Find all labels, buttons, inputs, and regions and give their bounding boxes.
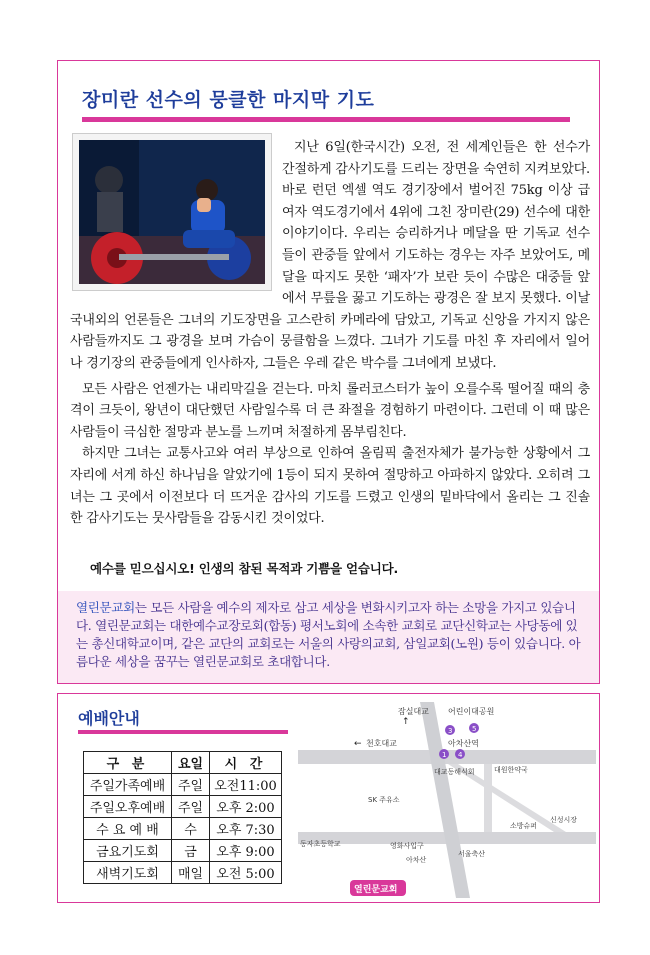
service-day: 매일 [172,862,210,884]
header-category: 구 분 [84,752,172,774]
table-row [84,818,282,840]
worship-title: 예배안내 [78,709,140,728]
service-name: 주일가족예배 [84,774,172,796]
label-sobang: 소방슈퍼 [510,822,538,830]
service-day: 금 [172,840,210,862]
marker-number: 5 [472,725,477,733]
label-sinseong: 신성시장 [550,816,578,824]
service-time: 오전11:00 [210,774,282,796]
header-time: 시 간 [210,752,282,774]
article-paragraph: 지난 6일(한국시간) 오전, 전 세계인들은 한 선수가 간절하게 감사기도를 드리는 장면을 숙연히 지켜보았다. 바로 런던 엑셀 역도 경기장에서 벌어진 75kg 이상 급 여자 역도경기에서 4위에 그친 장미란(29) 선수에 대한 이야기이다. 우리는 승리하거나 메달을 딴 기독교 선수들이 관중들 앞에서 기도하는 경우는 자주 보았어도, 메달을 따지도 못한 ‘패자’가 보란 듯이 수많은 대중들 앞에서 무릎을 꿇고 기도하는 광경은 잘 보지 못했다. 이날 국내외의 언론들은 그녀의 기도장면을 고스란히 카메라에 담았고, 기독교 신앙을 가지지 않은 사람들까지도 그 광경을 보며 가슴이 뭉클함을 느꼈다. 그녀가 기도를 마친 후 자리에서 일어나 경기장의 관중들에게 인사하자, 그들은 우레 같은 박수를 그녀에게 보냈다. [70,140,590,371]
marker-number: 1 [442,751,447,759]
table-row [84,862,282,884]
header-day: 요일 [172,752,210,774]
arrow-left-icon: ← [354,739,362,749]
label-sk: SK 주유소 [368,796,400,804]
label-church: 열린문교회 [354,885,398,895]
athlete-photo [79,140,265,284]
service-name: 금요기도회 [84,840,172,862]
service-time: 오후 7:30 [210,818,282,840]
label-seoulchuksan: 서울축산 [458,850,486,858]
service-name: 주일오후예배 [84,796,172,818]
service-day: 주일 [172,774,210,796]
marker-number: 3 [448,727,453,735]
service-name: 수 요 예 배 [84,818,172,840]
article-title: 장미란 선수의 뭉클한 마지막 기도 [82,89,375,111]
road-side [484,764,492,832]
marker-number: 4 [458,751,463,759]
athlete-photo-frame [72,133,272,291]
service-time: 오후 2:00 [210,796,282,818]
worship-schedule-table [83,751,282,884]
arrow-up-icon: ↑ [402,717,410,727]
service-day: 수 [172,818,210,840]
article-panel [57,60,600,684]
label-yeongwha: 영화사입구 [390,842,424,850]
service-day: 주일 [172,796,210,818]
road-main [420,702,470,898]
label-cheonho: 천호대교 [366,739,397,748]
service-name: 새벽기도회 [84,862,172,884]
church-intro-box [58,591,599,683]
worship-panel [57,693,600,903]
title-underline [82,117,570,122]
label-achasan-station: 아차산역 [448,739,479,748]
table-row [84,774,282,796]
label-daegyo: 대교동해식회 [434,768,475,776]
table-header-row [84,752,282,774]
service-time: 오후 9:00 [210,840,282,862]
table-row [84,840,282,862]
label-dongja: 동자초등학교 [300,840,341,848]
slogan: 예수를 믿으십시오! 인생의 참된 목적과 기쁨을 얻습니다. [90,561,399,576]
table-row [84,796,282,818]
location-map [298,702,596,898]
label-jamsil: 잠실대교 [398,707,429,716]
article-paragraph: 하지만 그녀는 교통사고와 여러 부상으로 인하여 올림픽 출전자체가 불가능한 상황에서 그 자리에 서게 하신 하나님을 알았기에 1등이 되지 못하여 절망하고 아파하지 않았다. 오히려 그녀는 그 곳에서 이전보다 더 뜨거운 감사의 기도를 드렸고 인생의 밑바닥에서 올리는 그 진솔한 감사기도는 뭇사람들을 감동시킨 것이었다. [70,446,590,527]
church-intro-text: 는 모든 사람을 예수의 제자로 삼고 세상을 변화시키고자 하는 소망을 가지고 있습니다. 열린문교회는 대한예수교장로회(합동) 평서노회에 소속한 교회로 교단신학교는 사당동에 있는 총신대학교이며, 같은 교단의 교회로는 서울의 사랑의교회, 삼일교회(노원) 등이 있습니다. 아름다운 세상을 꿈꾸는 열린문교회로 초대합니다. [76,600,581,669]
label-daewon: 대원한약국 [494,766,528,774]
service-time: 오전 5:00 [210,862,282,884]
worship-underline [78,730,288,734]
church-name: 열린문교회 [76,600,135,615]
article-paragraph: 모든 사람은 언젠가는 내리막길을 걷는다. 마치 롤러코스터가 높이 오를수록 떨어질 때의 충격이 크듯이, 왕년이 대단했던 사람일수록 더 큰 좌절을 경험하기 마련이다. 그런데 이 때 많은 사람들이 극심한 절망과 분노를 느끼며 처절하게 몸부림친다. [70,381,590,440]
label-achasan-stop: 아차산 [406,856,427,864]
label-daycare: 어린이대공원 [448,707,495,716]
